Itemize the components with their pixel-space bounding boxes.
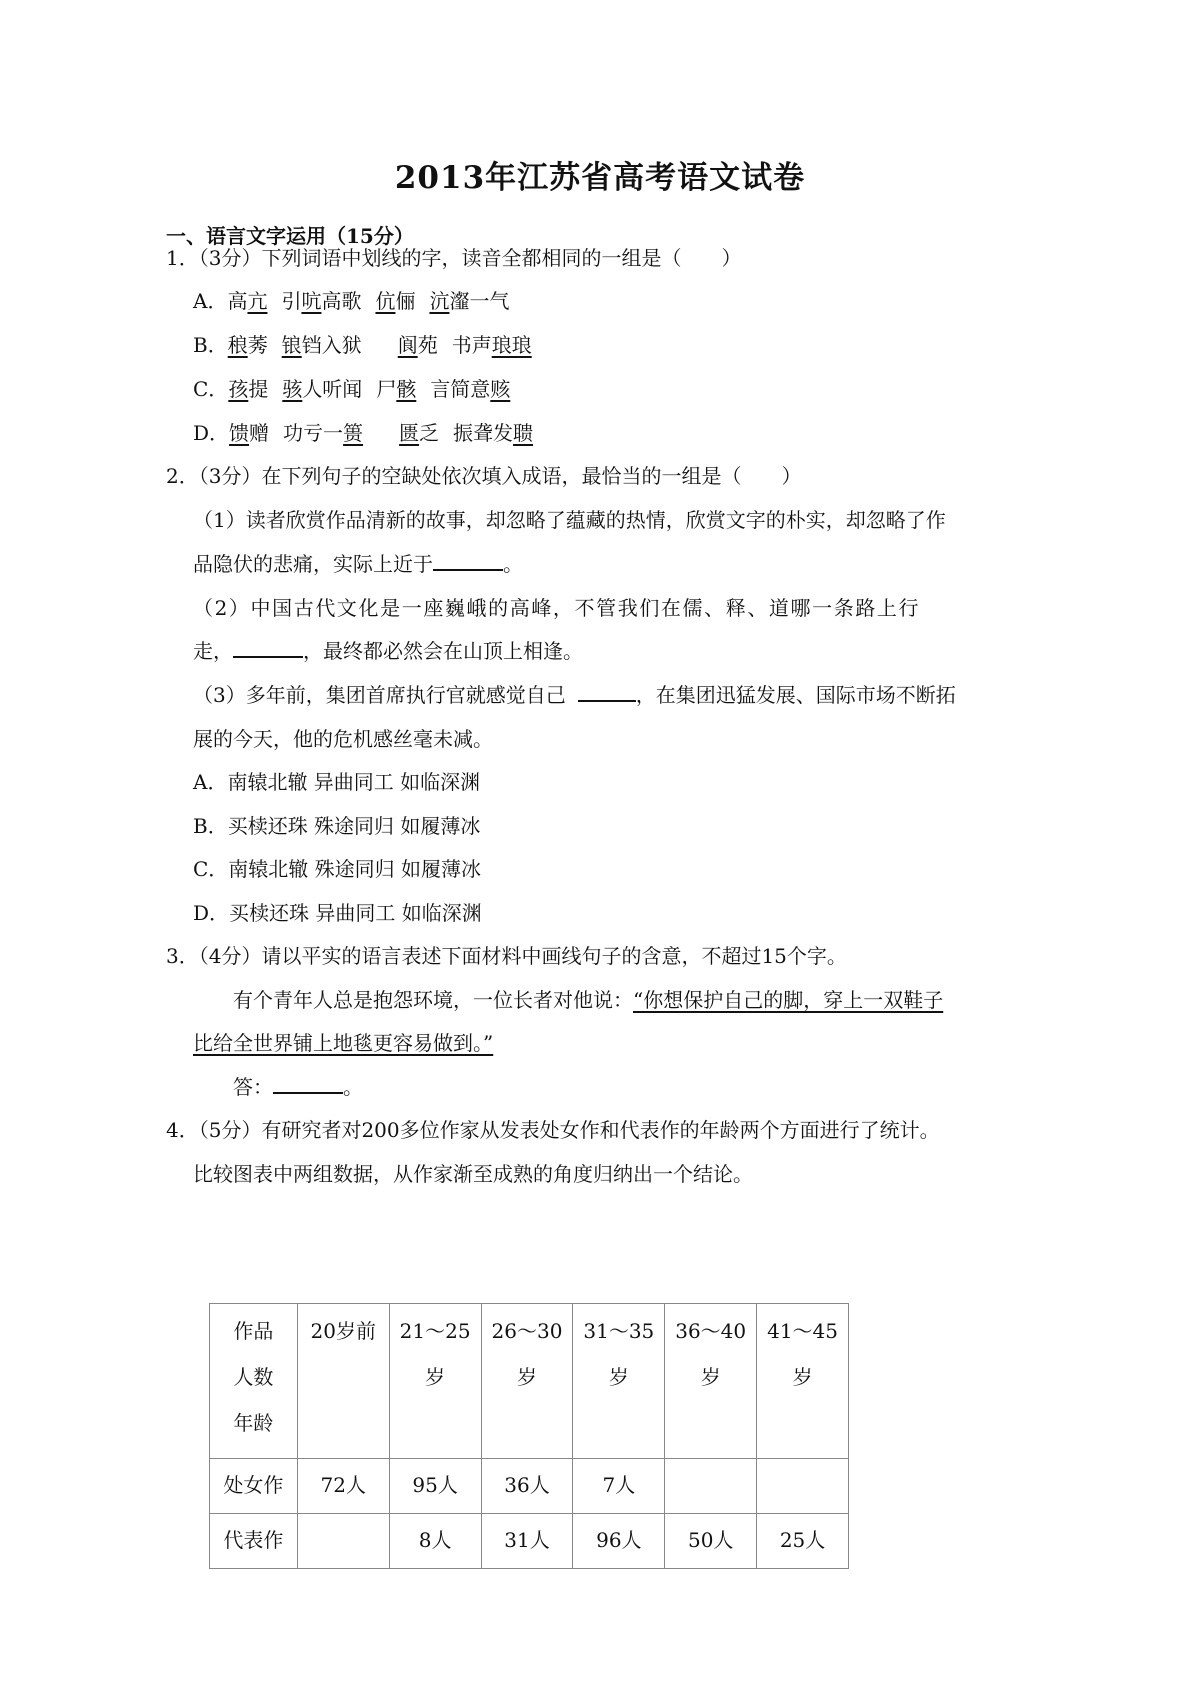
table-header-cell: 20岁前 [297, 1304, 389, 1459]
q3-material-cont: 比给全世界铺上地毯更容易做到。” [193, 1031, 494, 1055]
table-cell [665, 1459, 757, 1514]
statistics-table [209, 1303, 849, 1569]
q3-answer: 答： 。 [233, 1075, 363, 1099]
table-cell: 25人 [757, 1514, 849, 1569]
table-cell [757, 1459, 849, 1514]
table-row-label: 处女作 [210, 1459, 298, 1514]
blank-1 [433, 551, 503, 571]
table-header-cell: 26～30 岁 [481, 1304, 573, 1459]
blank-2 [233, 638, 303, 658]
q4-stem-cont: 比较图表中两组数据，从作家渐至成熟的角度归纳出一个结论。 [193, 1162, 753, 1186]
table-cell: 95人 [389, 1459, 481, 1514]
q2-stem: 2．（3分）在下列句子的空缺处依次填入成语，最恰当的一组是（ ） [166, 464, 802, 488]
q2-option-c: C．南辕北辙 殊途同归 如履薄冰 [193, 857, 482, 881]
q2-option-d: D．买椟还珠 异曲同工 如临深渊 [193, 901, 482, 925]
q2-sentence-3: （3）多年前，集团首席执行官就感觉自己 ，在集团迅猛发展、国际市场不断拓 [193, 683, 956, 707]
table-cell: 36人 [481, 1459, 573, 1514]
page-title: 2013年江苏省高考语文试卷 [394, 160, 806, 196]
q2-sentence-1: （1）读者欣赏作品清新的故事，却忽略了蕴藏的热情，欣赏文字的朴实，却忽略了作 [193, 508, 946, 532]
table-cell: 72人 [297, 1459, 389, 1514]
table-header-cell: 21～25 岁 [389, 1304, 481, 1459]
q4-stem: 4．（5分）有研究者对200多位作家从发表处女作和代表作的年龄两个方面进行了统计。 [166, 1118, 940, 1142]
table-cell: 8人 [389, 1514, 481, 1569]
table-header-cell: 41～45 岁 [757, 1304, 849, 1459]
blank-3 [578, 682, 636, 702]
q2-option-a: A．南辕北辙 异曲同工 如临深渊 [193, 770, 481, 794]
q3-stem: 3．（4分）请以平实的语言表述下面材料中画线句子的含意，不超过15个字。 [166, 944, 847, 968]
table-cell: 7人 [573, 1459, 665, 1514]
table-row-label: 代表作 [210, 1514, 298, 1569]
table-cell: 50人 [665, 1514, 757, 1569]
q1-stem: 1．（3分）下列词语中划线的字，读音全都相同的一组是（ ） [166, 246, 742, 270]
q2-sentence-3-cont: 展的今天，他的危机感丝毫未减。 [193, 727, 493, 751]
table-row [210, 1514, 849, 1569]
table-corner-cell: 作品 人数 年龄 [210, 1304, 298, 1459]
table-cell [297, 1514, 389, 1569]
q1-option-a: A．高亢 引吭高歌 伉俪 沆瀣一气 [193, 289, 510, 313]
q2-sentence-1-cont: 品隐伏的悲痛，实际上近于 。 [193, 552, 523, 576]
table-header-cell: 31～35 岁 [573, 1304, 665, 1459]
section-heading: 一、语言文字运用（15分） [166, 224, 414, 248]
q1-option-b: B．稂莠 锒铛入狱 阆苑 书声琅琅 [193, 333, 532, 357]
q2-sentence-2-cont: 走， ，最终都必然会在山顶上相逢。 [193, 639, 583, 663]
answer-blank [273, 1074, 343, 1094]
table-row [210, 1459, 849, 1514]
q1-option-d: D．馈赠 功亏一篑 匮乏 振聋发聩 [193, 421, 534, 445]
table-cell: 31人 [481, 1514, 573, 1569]
q1-option-c: C．孩提 骇人听闻 尸骸 言简意赅 [193, 377, 511, 401]
q3-material: 有个青年人总是抱怨环境，一位长者对他说：“你想保护自己的脚，穿上一双鞋子 [233, 988, 944, 1012]
q2-sentence-2: （2）中国古代文化是一座巍峨的高峰，不管我们在儒、释、道哪一条路上行 [193, 596, 921, 620]
q2-option-b: B．买椟还珠 殊途同归 如履薄冰 [193, 814, 481, 838]
table-header-row [210, 1304, 849, 1459]
table-header-cell: 36～40 岁 [665, 1304, 757, 1459]
table-cell: 96人 [573, 1514, 665, 1569]
